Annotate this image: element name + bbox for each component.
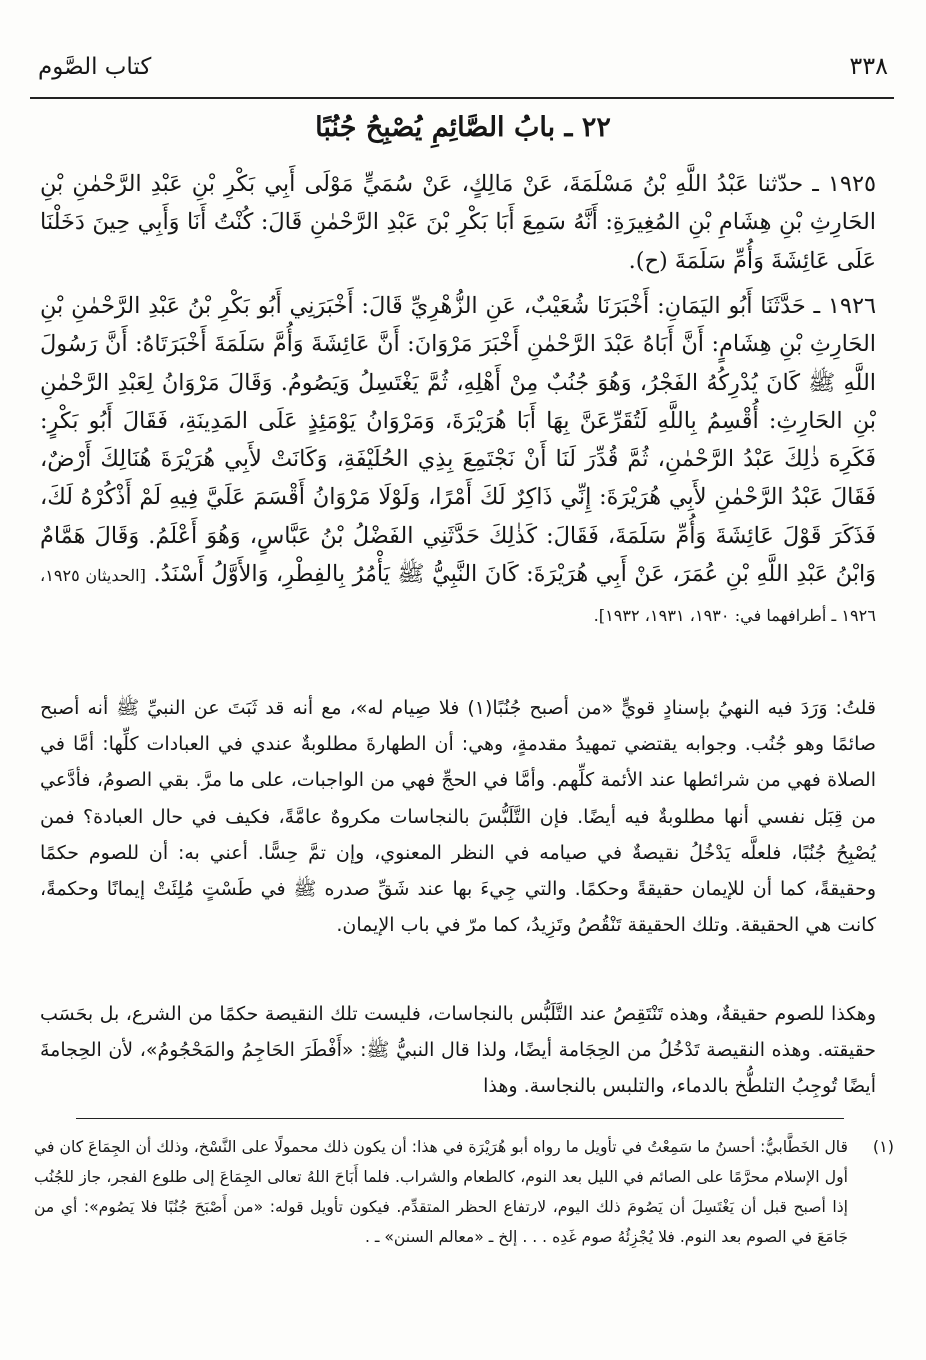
hadith-1926-body: ١٩٢٦ ـ حَدَّثَنَا أَبُو اليَمَانِ: أَخْبَرَنَا شُعَيْبٌ، عَنِ الزُّهْرِيِّ قَالَ: أَخْبَرَنِي أَبُو بَكْرِ بْنُ عَبْدِ الرَّحْمٰنِ بْنِ الحَارِثِ بْنِ هِشَامٍ: أَنَّ أَبَاهُ عَبْدَ الرَّحْمٰنِ أَخْبَرَ مَرْوَانَ: أَنَّ عَائِشَةَ وَأُمَّ سَلَمَةَ أَخْبَرَتَاهُ: أَنَّ رَسُولَ اللَّهِ ﷺ كَانَ يُدْرِكُهُ الفَجْرُ، وَهُوَ جُنُبٌ مِنْ أَهْلِهِ، ثُمَّ يَغْتَسِلُ وَيَصُومُ. وَقَالَ مَرْوَانُ لِعَبْدِ الرَّحْمٰنِ بْنِ الحَارِثِ: أُقْسِمُ بِاللَّهِ لَتُقَرِّعَنَّ بِهَا أَبَا هُرَيْرَةَ، وَمَرْوَانُ يَوْمَئِذٍ عَلَى المَدِينَةِ، فَقَالَ أَبُو بَكْرٍ: فَكَرِهَ ذٰلِكَ عَبْدُ الرَّحْمٰنِ، ثُمَّ قُدِّرَ لَنَا أَنْ نَجْتَمِعَ بِذِي الحُلَيْفَةِ، وَكَانَتْ لأَبِي هُرَيْرَةَ هُنَالِكَ أَرْضٌ، فَقَالَ عَبْدُ الرَّحْمٰنِ لأَبِي هُرَيْرَةَ: إِنِّي ذَاكِرٌ لَكَ أَمْرًا، وَلَوْلَا مَرْوَانُ أَقْسَمَ عَلَيَّ فِيهِ لَمْ أَذْكُرْهُ لَكَ، فَذَكَرَ قَوْلَ عَائِشَةَ وَأُمِّ سَلَمَةَ، فَقَالَ: كَذٰلِكَ حَدَّثَنِي الفَضْلُ بْنُ عَبَّاسٍ، وَهُوَ أَعْلَمُ. وَقَالَ هَمَّامٌ وَابْنُ عَبْدِ اللَّهِ بْنِ عُمَرَ، عَنْ أَبِي هُرَيْرَةَ: كَانَ النَّبِيُّ ﷺ يَأْمُرُ بِالفِطْرِ، وَالأَوَّلُ أَسْنَدُ. [40,293,876,588]
footnote-marker: (١) [872,1137,894,1156]
commentary-paragraph-2: وهكذا للصوم حقيقةٌ، وهذه تَنْتَقِصُ عند التَّلَبُّس بالنجاسات، فليست تلك النقيصة حكمًا من الشرع، بل بحَسَب حقيقته. وهذه النقيصة تَدْخُلُ من الحِجَامة أيضًا، ولذا قال النبيُّ ﷺ: «أَفْطَرَ الحَاجِمُ والمَحْجُومُ»، لأن الحِجامةَ أيضًا تُوجِبُ التلطُّخ بالدماء، والتلبس بالنجاسة. وهذا [40,1003,876,1098]
hadith-1925 [40,165,876,280]
page-number: ٣٣٨ [849,52,888,80]
footnote [34,1132,848,1252]
hadith-1926-reference: [الحديثان ١٩٢٥، ١٩٢٦ ـ أطرافهما في: ١٩٣٠، ١٩٣١، ١٩٣٢]. [40,566,876,626]
commentary-paragraph [40,996,876,1105]
chapter-title: ٢٢ ـ بابُ الصَّائِمِ يُصْبِحُ جُنُبًا [315,112,611,143]
hadith-1925-text: ١٩٢٥ ـ حدّثنا عَبْدُ اللَّهِ بْنُ مَسْلَمَةَ، عَنْ مَالِكٍ، عَنْ سُمَيٍّ مَوْلَى أَبِي بَكْرِ بْنِ عَبْدِ الرَّحْمٰنِ بْنِ الحَارِثِ بْنِ هِشَامِ بْنِ المُغِيرَةِ: أَنَّهُ سَمِعَ أَبَا بَكْرِ بْنَ عَبْدِ الرَّحْمٰنِ قَالَ: كُنْتُ أَنَا وَأَبِي حِينَ دَخَلْنَا عَلَى عَائِشَةَ وَأُمِّ سَلَمَةَ (ح). [40,171,876,274]
hadith-1926 [40,287,876,636]
footnote-text: قال الخَطَّابيُّ: أحسنُ ما سَمِعْتُ في تأويل ما رواه أبو هُرَيْرَة في هذا: أن يكون ذلك محمولًا على النَّسْخ، وذلك أن الجِمَاعَ كان في أول الإسلام محرَّمًا على الصائم في الليل بعد النوم، كالطعام والشراب. فلما أَبَاحَ اللهُ تعالى الجِمَاعَ إلى طلوع الفجر، جاز للجُنُب إذا أصبح قبل أن يَغْتَسِلَ أن يَصُومَ ذلك اليوم، لارتفاع الحظر المتقدِّم. فيكون تأويل قوله: «من أَصْبَحَ جُنُبًا فلا يَصُوم»: أي من جَامَعَ في الصوم بعد النوم. فلا يُجْزِئُهُ صوم غَدِه . . . إلخ ـ «معالم السنن» ـ . [34,1138,848,1246]
header-rule [30,97,894,99]
running-title: كتاب الصَّوم [38,54,152,80]
commentary-paragraph-1: قلتُ: وَرَدَ فيه النهيُ بإسنادٍ قويٍّ «من أصبح جُنُبًا(١) فلا صِيام له»، مع أنه قد ثَبَتَ عن النبيِّ ﷺ أنه أصبح صائمًا وهو جُنُب. وجوابه يقتضي تمهيدُ مقدمةٍ، وهي: أن الطهارةَ مطلوبةٌ عندي في العبادات كلِّها: أمَّا في الصلاة فهي من شرائطها عند الأئمة كلِّهم. وأمَّا في الحجِّ فهي من الواجبات، على ما مرَّ. بقي الصومُ، فأدَّعي من قِبَل نفسي أنها مطلوبةٌ فيه أيضًا. فإن التَّلَبُّسَ بالنجاسات مكروهٌ عامَّةً، فكيف في حال العبادة؟ فمن يُصْبِحُ جُنُبًا، فلعلَّه يَدْخُلُ نقيصةٌ في صيامه في النظر المعنوي، وإن تمَّ حِسًّا. أعني به: أن للصوم حكمًا وحقيقةً، كما أن للإيمان حقيقةً وحكمًا. والتي جِيءَ بها عند شَقِّ صدره ﷺ في طَسْتٍ مُلِئَتْ إيمانًا وحكمةً، كانت هي الحقيقة. وتلك الحقيقة تَنْقُصُ وتَزِيدُ، كما مرّ في باب الإيمان. [40,697,876,937]
footnote-rule [76,1118,844,1119]
hadith-1926-text [40,287,876,636]
commentary-paragraph [40,690,876,943]
page-header [30,52,896,92]
